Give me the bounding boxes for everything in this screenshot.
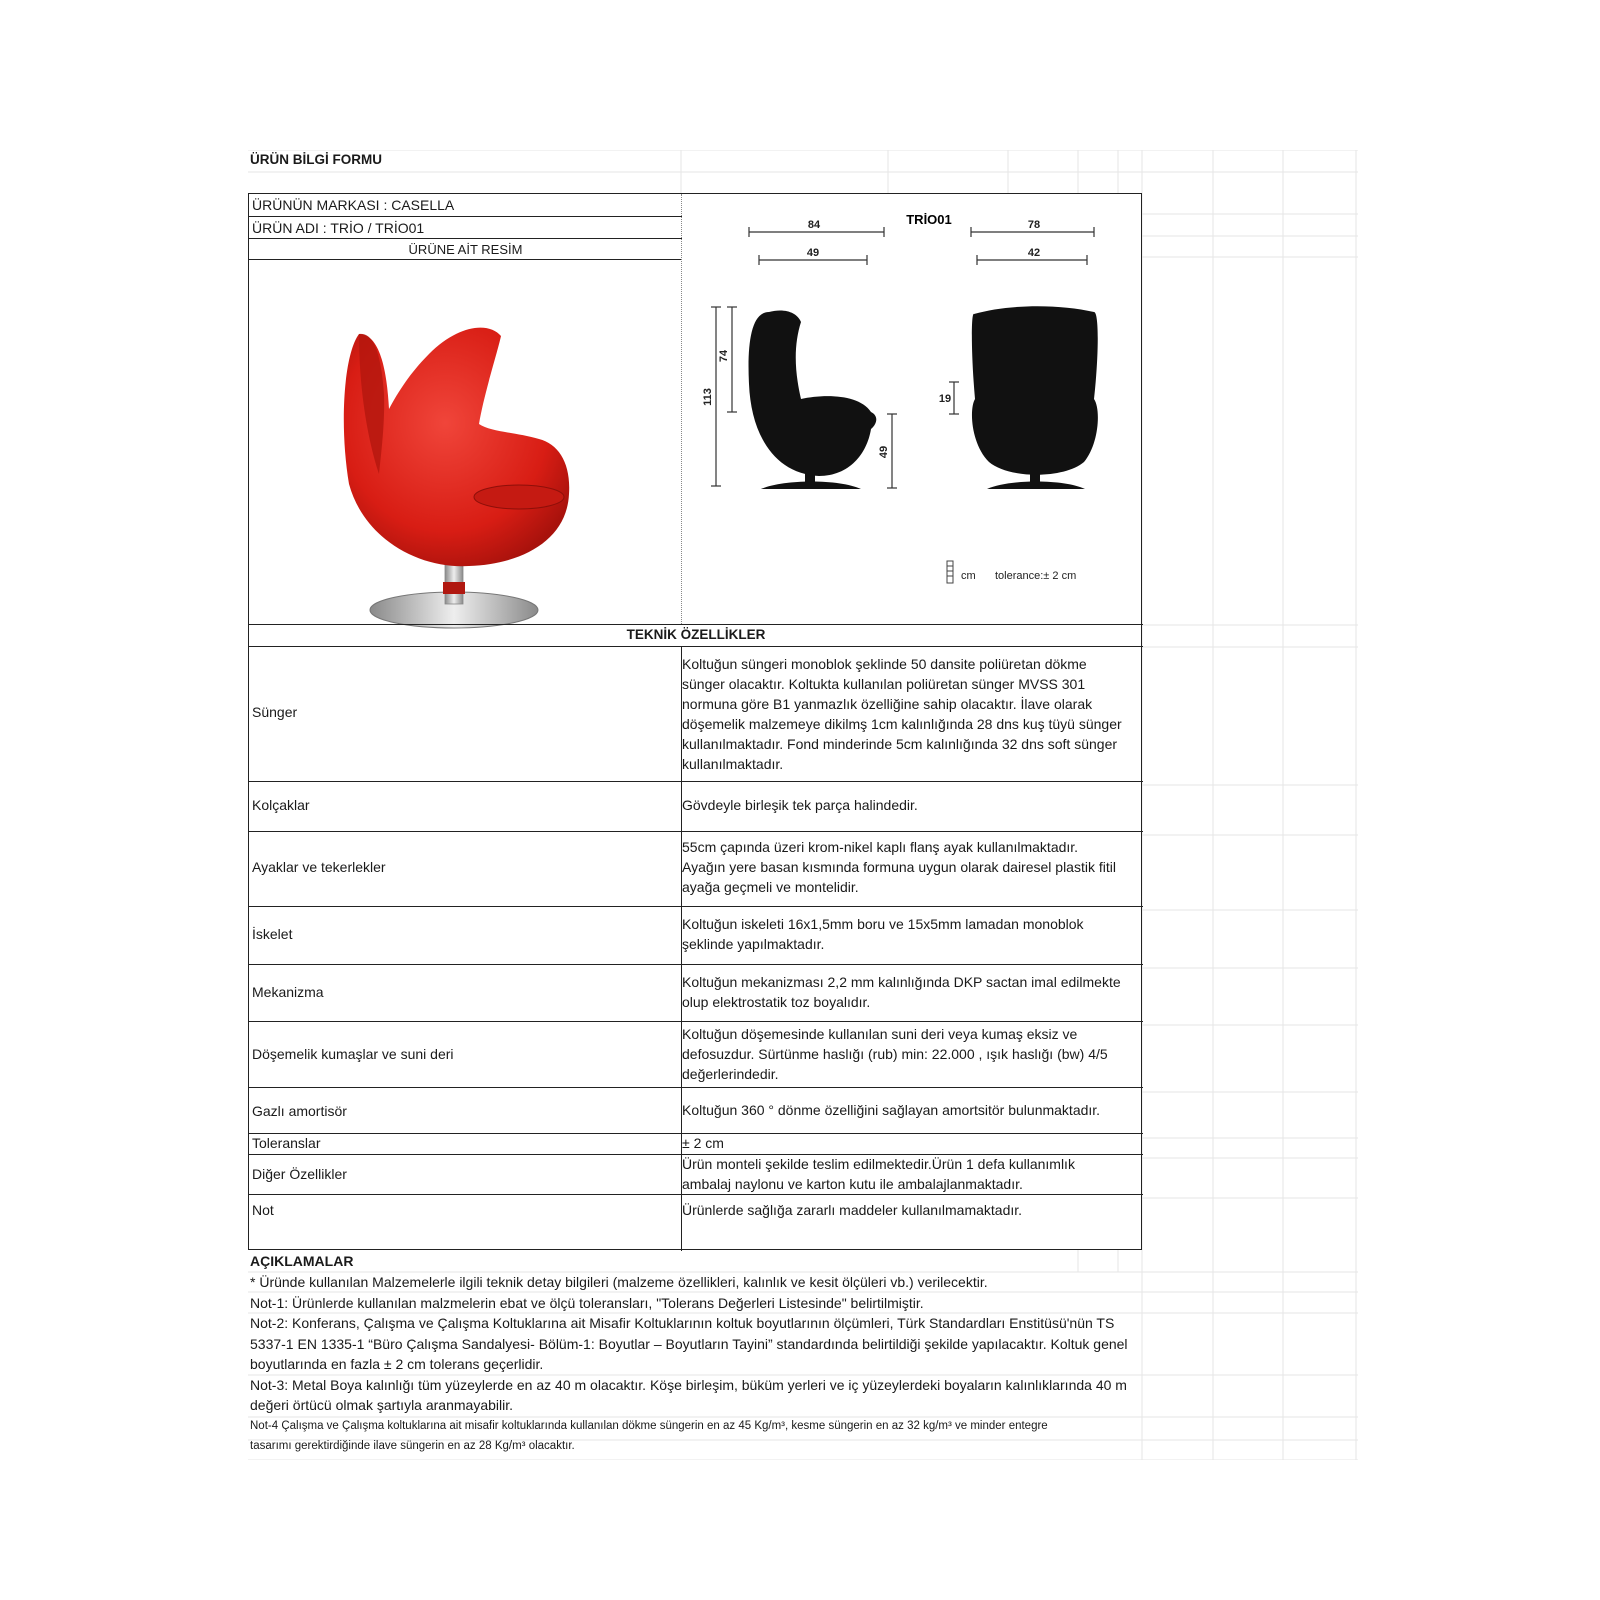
spec-label: Diğer Özellikler: [252, 1166, 347, 1182]
image-header: ÜRÜNE AİT RESİM: [408, 242, 523, 257]
note-line: değeri örtücü olmak şartıyla aranmayabilir.: [250, 1397, 514, 1413]
product-form-table: [248, 193, 1142, 1250]
note-line: Not-2: Konferans, Çalışma ve Çalışma Koltuklarına ait Misafir Koltuklarının koltuk boyutlarının ölçümleri, Türk Standardları Enstitüsü'nün TS: [250, 1315, 1115, 1331]
spec-value: Koltuğun süngeri monoblok şeklinde 50 dansite poliüretan dökme sünger olacaktır. Koltukta kullanılan poliüretan sünger MVSS 301 normuna göre B1 yanmazlık özelliğine sahip olacaktır. İlave olarak döşemelik malzemeye dikilmş 1cm kalınlığında 28 dns kuş tüyü sünger kullanılmaktadır. Fond minderinde 5cm kalınlığında 32 dns soft sünger kullanılmaktadır.: [682, 656, 1122, 772]
dim-top-right-inner: 42: [1027, 247, 1041, 259]
spec-row-iskelet: [249, 906, 1143, 964]
chair-front-view: [972, 306, 1098, 489]
dim-arm-height: 19: [938, 393, 952, 405]
dim-top-left-outer: 84: [807, 219, 821, 231]
spec-label: Gazlı amortisör: [252, 1103, 347, 1119]
note-line: 5337-1 EN 1335-1 “Büro Çalışma Sandalyesi- Bölüm-1: Boyutlar – Boyutların Tayini” standardında belirtildiği şekilde yapılacaktır. Koltuk genel: [250, 1335, 1128, 1352]
dim-height-back: 74: [718, 349, 730, 363]
dimension-diagram: [689, 204, 1139, 624]
cm-scale-icon: [947, 561, 953, 583]
spec-row-diger: [249, 1154, 1143, 1194]
spec-label: Toleranslar: [252, 1135, 321, 1151]
spec-row-mekanizma: [249, 964, 1143, 1021]
form-title: ÜRÜN BİLGİ FORMU: [250, 152, 382, 167]
spec-row-kolcaklar: [249, 781, 1143, 831]
brand-line: ÜRÜNÜN MARKASI : CASELLA: [252, 197, 455, 213]
spec-label: İskelet: [252, 926, 293, 942]
dim-seat-height: 49: [878, 445, 890, 459]
note-line: * Üründe kullanılan Malzemelerle ilgili teknik detay bilgileri (malzeme özellikleri, kalınlık ve kesit ölçüleri vb.) verilecektir.: [250, 1274, 988, 1290]
spec-value: Gövdeyle birleşik tek parça halindedir.: [682, 797, 918, 813]
diagram-code: TRİO01: [906, 212, 952, 227]
note-line-small: Not-4 Çalışma ve Çalışma koltuklarına ait misafir koltuklarında kullanılan dökme süngerin en az 45 Kg/m³, kesme süngerin en az 32 kg/m³ ve minder entegre: [250, 1419, 1048, 1432]
dim-top-left-inner: 49: [806, 247, 820, 259]
unit-label: cm: [961, 570, 976, 582]
spec-label: Sünger: [252, 704, 298, 720]
spec-label: Not: [252, 1202, 274, 1218]
product-photo: [339, 314, 639, 654]
notes-title: AÇIKLAMALAR: [250, 1253, 354, 1269]
spec-row-amortisor: [249, 1087, 1143, 1133]
dim-top-right-outer: 78: [1027, 219, 1041, 231]
spec-label: Kolçaklar: [252, 797, 310, 813]
spec-value: Koltuğun iskeleti 16x1,5mm boru ve 15x5mm lamadan monoblok şeklinde yapılmaktadır.: [682, 916, 1084, 952]
note-line-small: tasarımı gerektirdiğinde ilave süngerin en az 28 Kg/m³ olacaktır.: [250, 1440, 575, 1452]
spec-value: ± 2 cm: [682, 1135, 724, 1151]
spec-value: 55cm çapında üzeri krom-nikel kaplı flanş ayak kullanılmaktadır. Ayağın yere basan kısmında formuna uygun olarak dairesel plastik fitil ayağa geçmeli ve montelidir.: [682, 839, 1116, 895]
notes-section: [248, 1250, 1148, 1457]
spec-label: Mekanizma: [252, 984, 324, 1000]
chair-side-view: [749, 310, 877, 489]
spec-value: Ürünlerde sağlığa zararlı maddeler kullanılmamaktadır.: [682, 1202, 1023, 1218]
spec-row-dosemelik: [249, 1021, 1143, 1087]
tech-specs-header: TEKNİK ÖZELLİKLER: [626, 627, 766, 642]
spec-value: Koltuğun mekanizması 2,2 mm kalınlığında DKP sactan imal edilmekte olup elektrostatik toz boyalıdır.: [682, 974, 1121, 1010]
spec-label: Döşemelik kumaşlar ve suni deri: [252, 1046, 454, 1062]
spec-row-ayaklar: [249, 831, 1143, 906]
note-line: boyutlarında en fazla ± 2 cm tolerans geçerlidir.: [250, 1356, 544, 1372]
note-line: Not-3: Metal Boya kalınlığı tüm yüzeylerde en az 40 m olacaktır. Köşe birleşim, büküm yerleri ve iç yüzeylerdeki boyaların kalınlıklarında 40 m: [250, 1376, 1127, 1393]
spec-value: Koltuğun döşemesinde kullanılan suni deri veya kumaş eksiz ve defosuzdur. Sürtünme haslığı (rub) min: 22.000 , ışık haslığı (bw) 4/5 değerlerindedir.: [682, 1026, 1108, 1082]
product-name-line: ÜRÜN ADI : TRİO / TRİO01: [252, 220, 425, 236]
spec-row-not: [249, 1194, 1143, 1229]
dim-height-total: 113: [702, 388, 714, 406]
spec-row-sunger: [249, 646, 1143, 781]
spec-row-toleranslar: [249, 1133, 1143, 1154]
spec-value: Koltuğun 360 ° dönme özelliğini sağlayan amortsitör bulunmaktadır.: [682, 1102, 1101, 1118]
tolerance-label: tolerance:± 2 cm: [995, 570, 1077, 582]
spec-label: Ayaklar ve tekerlekler: [252, 859, 386, 875]
note-line: Not-1: Ürünlerde kullanılan malzmelerin ebat ve ölçü toleransları, "Tolerans Değerleri Listesinde" belirtilmiştir.: [250, 1294, 924, 1311]
spec-value: Ürün monteli şekilde teslim edilmektedir.Ürün 1 defa kullanımlık ambalaj naylonu ve karton kutu ile ambalajlanmaktadır.: [682, 1156, 1075, 1192]
